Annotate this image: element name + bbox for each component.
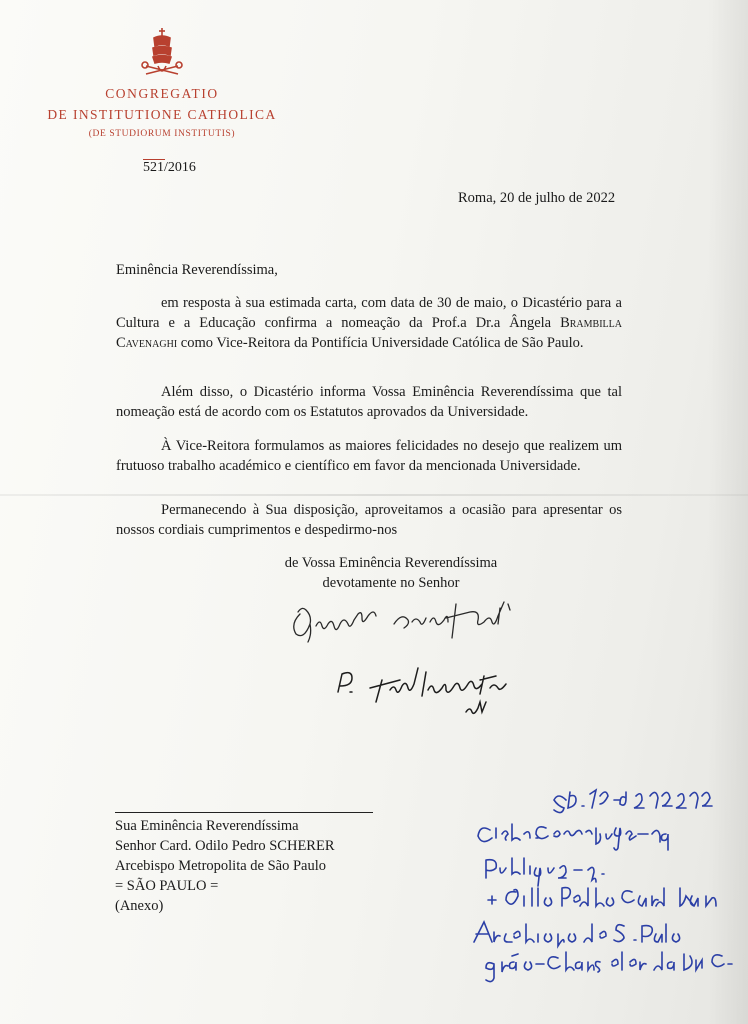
paragraph-2-text: Além disso, o Dicastério informa Vossa Eminência Reverendíssima que tal nomeação está de acordo com os Estatutos aprovados da Universidade.	[116, 384, 622, 420]
paragraph-4	[116, 500, 622, 540]
handwritten-note-ink	[466, 784, 736, 984]
paragraph-4-text: Permanecendo à Sua disposição, aproveitamos a ocasião para apresentar os nossos cordiais cumprimentos e despedirmo-nos	[116, 502, 622, 538]
address-block	[115, 816, 335, 916]
signature-cardinal	[286, 594, 522, 646]
paragraph-3-text: À Vice-Reitora formulamos as maiores felicidades no desejo que realizem um frutuoso trabalho académico e científico em favor da mencionada Universidade.	[116, 438, 622, 474]
closing-line-1: de Vossa Eminência Reverendíssima	[284, 555, 498, 571]
address-line-1: Sua Eminência Reverendíssima	[115, 818, 299, 834]
address-line-4: = SÃO PAULO =	[115, 878, 219, 894]
paragraph-1	[116, 293, 622, 353]
address-rule	[115, 812, 373, 813]
address-line-2: Senhor Card. Odilo Pedro SCHERER	[115, 838, 335, 854]
closing	[276, 553, 506, 593]
paper-fold	[0, 494, 748, 496]
signature-secretary	[330, 660, 520, 724]
closing-line-2: devotamente no Senhor	[322, 575, 460, 591]
paragraph-3	[116, 436, 622, 476]
date-line: Roma, 20 de julho de 2022	[458, 190, 616, 206]
letterhead-line-2: DE INSTITUTIONE CATHOLICA	[47, 107, 277, 122]
papal-crest-icon	[138, 26, 186, 78]
salutation: Eminência Reverendíssima,	[116, 262, 278, 278]
paragraph-2	[116, 382, 622, 422]
letterhead-line-1: CONGREGATIO	[105, 86, 219, 101]
paragraph-1-start: em resposta à sua estimada carta, com data de 30 de maio, o Dicastério para a Cultura e a Educação confirma a nomeação da Prof.a Dr.a Ângela	[116, 295, 622, 331]
address-line-3: Arcebispo Metropolita de São Paulo	[115, 858, 327, 874]
paragraph-1-end: como Vice-Reitora da Pontifícia Universidade Católica de São Paulo.	[177, 335, 584, 351]
address-line-5: (Anexo)	[115, 898, 164, 914]
letterhead	[40, 26, 284, 139]
protocol-number: 521/2016	[143, 160, 196, 175]
recipient-surname: Brambilla Cavenaghi	[116, 315, 622, 351]
letterhead-line-3: (DE STUDIORUM INSTITUTIS)	[88, 129, 236, 139]
